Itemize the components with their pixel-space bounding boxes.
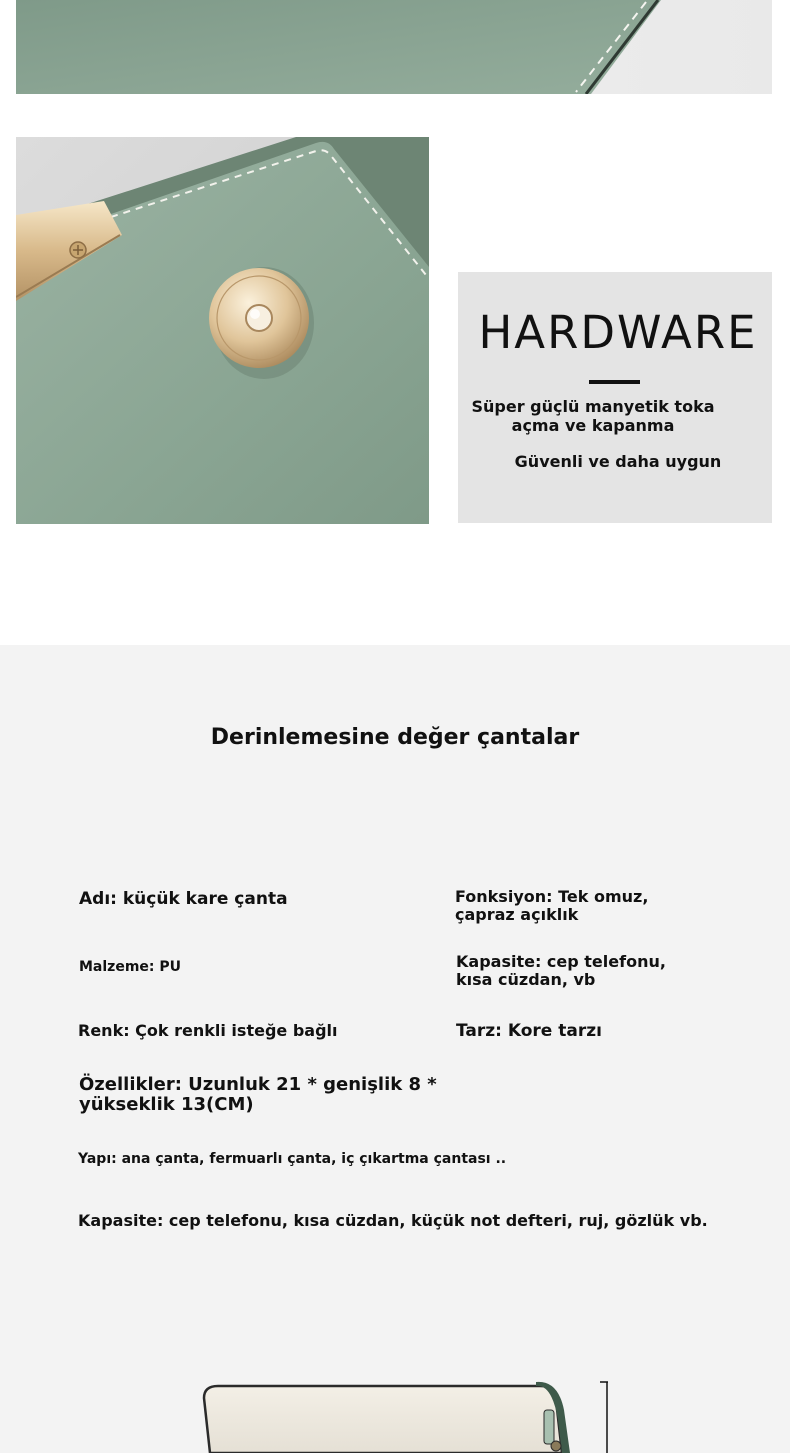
spec-heading: Derinlemesine değer çantalar <box>210 725 580 750</box>
spec-function: Fonksiyon: Tek omuz, çapraz açıklık <box>455 887 649 924</box>
spec-section <box>0 645 790 1453</box>
hardware-subtitle: Güvenli ve daha uygun <box>514 452 722 471</box>
spec-material: Malzeme: PU <box>79 959 182 975</box>
spec-style: Tarz: Kore tarzı <box>456 1021 602 1041</box>
hardware-title: HARDWARE <box>478 306 758 359</box>
product-photo-bottom <box>190 1380 620 1453</box>
spec-capacity-full: Kapasite: cep telefonu, kısa cüzdan, küçük not defteri, ruj, gözlük vb. <box>78 1211 708 1230</box>
spec-structure: Yapı: ana çanta, fermuarlı çanta, iç çıkartma çantası .. <box>78 1151 507 1167</box>
spec-name: Adı: küçük kare çanta <box>79 889 288 909</box>
hardware-description: Süper güçlü manyetik toka açma ve kapanma <box>471 397 715 435</box>
spec-features: Özellikler: Uzunluk 21 * genişlik 8 * yükseklik 13(CM) <box>79 1074 437 1115</box>
spec-color: Renk: Çok renkli isteğe bağlı <box>78 1021 338 1040</box>
spec-capacity-short: Kapasite: cep telefonu, kısa cüzdan, vb <box>456 952 666 989</box>
product-photo-clasp <box>16 137 429 524</box>
product-photo-top <box>16 0 772 94</box>
hardware-divider <box>589 380 640 384</box>
